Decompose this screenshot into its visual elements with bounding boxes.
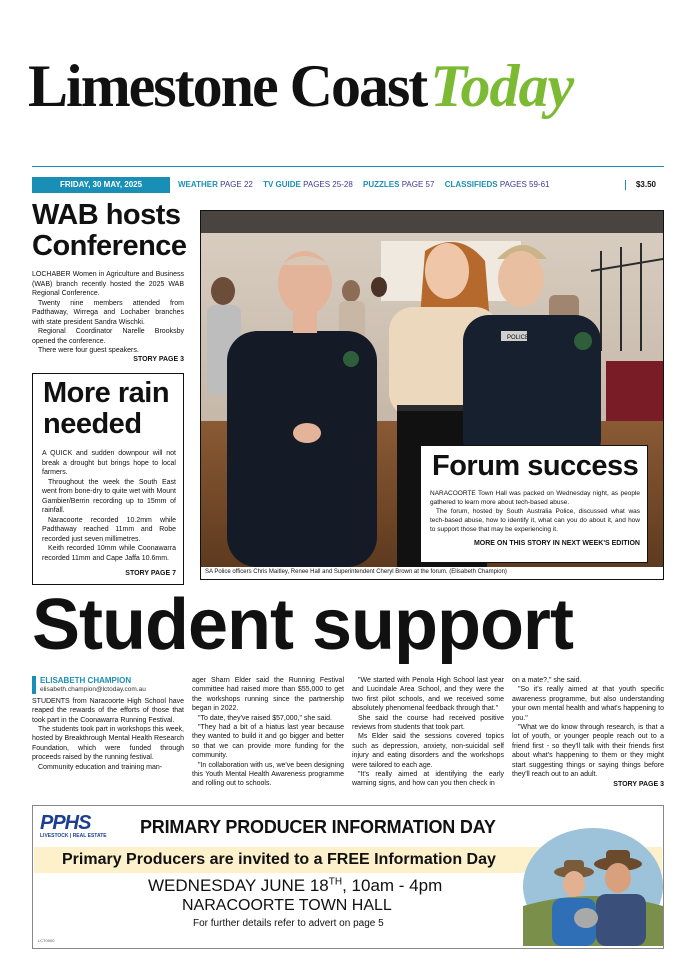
wab-paragraph: Twenty nine members attended from Padthaway, Wirrega and Lochaber branches with state president Sandra Wischki. (32, 299, 184, 326)
index-tv-guide[interactable] (263, 180, 361, 189)
forum-body (430, 489, 640, 534)
index-puzzles[interactable] (363, 180, 442, 189)
wab-story-link[interactable]: STORY PAGE 3 (133, 356, 184, 363)
student-story-link[interactable]: STORY PAGE 3 (613, 781, 664, 788)
rain-paragraph: Keith recorded 10mm while Coonawarra recorded 11mm and Cape Jaffa 10.6mm. (42, 545, 176, 562)
student-column-4 (512, 676, 664, 779)
student-column-1 (32, 676, 184, 772)
student-paragraph: "So it's really aimed at that youth specific awareness programme, but also understanding your own mental health and what's happening to you." (512, 686, 664, 722)
student-paragraph: The students took part in workshops this week, hosted by Breakthrough Mental Health Research Foundation, which were funded through proceeds raised by the running festival. (32, 726, 184, 762)
masthead-rule (32, 166, 664, 167)
ad-details: For further details refer to advert on page 5 (193, 918, 384, 929)
index-page: PAGE 22 (220, 180, 253, 189)
photo-caption: SA Police officers Chris Maitley, Renee Hall and Superintendent Cheryl Brown at the forum. (Elisabeth Champion) (205, 569, 507, 575)
forum-headline: Forum success (432, 450, 639, 482)
index-page: PAGES 25-28 (303, 180, 353, 189)
student-paragraph: "What we do know through research, is that a lot of youth, or younger people reach out to a friend first - so they'll talk with their friends first about what's happening to them or they might start suggesting things or saying things before they'll reach out to an adult. (512, 724, 664, 779)
ad-invite: Primary Producers are invited to a FREE Information Day (62, 851, 496, 868)
student-paragraph: Community education and training man- (38, 763, 163, 771)
wab-paragraph: LOCHABER Women in Agriculture and Business (WAB) branch recently hosted the 2025 WAB Regional Conference. (32, 271, 184, 297)
masthead (28, 52, 668, 142)
student-paragraph: "They had a bit of a hiatus last year because they wanted to build it and go bigger and better so that we can provide more funding for the community. (192, 724, 344, 760)
student-support-headline: Student support (32, 585, 573, 665)
forum-story-link[interactable]: MORE ON THIS STORY IN NEXT WEEK'S EDITION (473, 540, 640, 547)
rain-paragraph: Throughout the week the South East went from bone-dry to quite wet with Mount Gambier/Berrin recording up to 15mm of rainfall. (42, 478, 176, 514)
price-divider (625, 180, 626, 190)
masthead-accent: Today (430, 53, 574, 119)
index-page: PAGES 59-61 (499, 180, 550, 189)
ad-date-time: , 10am - 4pm (342, 876, 443, 895)
rain-story-link[interactable]: STORY PAGE 7 (125, 570, 176, 577)
wab-headline: WAB hosts Conference (32, 199, 187, 262)
index-label: PUZZLES (363, 180, 400, 189)
index-label: WEATHER (178, 180, 218, 189)
cover-price: $3.50 (635, 180, 656, 189)
issue-date: FRIDAY, 30 MAY, 2025 (32, 177, 170, 193)
section-index (178, 177, 557, 193)
wab-body (32, 270, 184, 356)
student-paragraph: "It's really aimed at identifying the early warning signs, and how can you then check in (352, 771, 504, 788)
forum-paragraph: NARACOORTE Town Hall was packed on Wednesday night, as people gathered to learn more about tech-based abuse. (430, 490, 640, 506)
student-paragraph: "In collaboration with us, we've been designing this Youth Mental Health Awareness programme and rolling out to schools. (192, 761, 344, 788)
student-column-2 (192, 676, 344, 789)
pphs-logo-subtitle: LIVESTOCK | REAL ESTATE (40, 833, 107, 839)
rain-body (42, 449, 176, 563)
byline (32, 676, 184, 695)
student-paragraph: "To date, they've raised $57,000," she said. (198, 714, 332, 722)
rain-paragraph: A QUICK and sudden downpour will not break a drought but brings hope to local farmers. (42, 450, 176, 476)
index-label: CLASSIFIEDS (444, 180, 498, 189)
pphs-logo (40, 812, 132, 848)
ad-reference: LCT0000 (38, 938, 55, 943)
masthead-title: Limestone Coast (28, 53, 427, 119)
photo-badge-text: POLICE (507, 335, 530, 341)
ad-title: PRIMARY PRODUCER INFORMATION DAY (140, 817, 496, 837)
index-classifieds[interactable] (445, 180, 558, 189)
ad-venue: NARACOORTE TOWN HALL (182, 897, 392, 914)
student-paragraph: on a mate?," she said. (512, 677, 582, 684)
student-paragraph: STUDENTS from Naracoorte High School have reaped the rewards of the efforts of those that took part in the Coonawarra Running Festival. (32, 697, 184, 724)
student-paragraph: ager Sharn Elder said the Running Festival committee had raised more than $55,000 to get the workshops running since the partnership began in 2022. (192, 677, 344, 713)
student-column-3 (352, 676, 504, 789)
forum-paragraph: The forum, hosted by South Australia Police, discussed what was tech-based abuse, how to identify it, what can you do about it, and how to support those that may be experiencing it. (430, 508, 640, 533)
student-paragraph: She said the course had received positive reviews from students that took part. (352, 714, 504, 732)
byline-email[interactable]: elisabeth.champion@lctoday.com.au (40, 686, 146, 694)
byline-name: ELISABETH CHAMPION (40, 676, 132, 685)
wab-paragraph: Regional Coordinator Narelle Brooksby opened the conference. (32, 328, 184, 345)
pphs-logo-text: PPHS (40, 812, 91, 834)
byline-accent-bar (32, 676, 36, 694)
dateline-bar (32, 177, 664, 193)
index-weather[interactable] (178, 180, 261, 189)
ad-event-date (148, 876, 442, 896)
ad-date-day: WEDNESDAY JUNE 18 (148, 876, 329, 895)
student-paragraph: Ms Elder said the sessions covered topics such as depression, anxiety, non-suicidal self injury and eating disorders and the workshops were tailored to each age. (352, 733, 504, 769)
index-label: TV GUIDE (263, 180, 301, 189)
ad-date-suffix: TH (328, 876, 343, 888)
rain-paragraph: Naracoorte recorded 10.2mm while Padthaway reached 11mm and Robe recorded just seven millimetres. (42, 516, 176, 543)
rain-headline: More rain needed (43, 377, 170, 440)
wab-paragraph: There were four guest speakers. (38, 347, 139, 354)
farmers-photo (522, 826, 664, 946)
index-page: PAGE 57 (401, 180, 435, 189)
student-paragraph: "We started with Penola High School last year and Lucindale Area School, and they were the two first pilot schools, and we received some absolutely phenomenal feedback through that." (352, 677, 504, 713)
